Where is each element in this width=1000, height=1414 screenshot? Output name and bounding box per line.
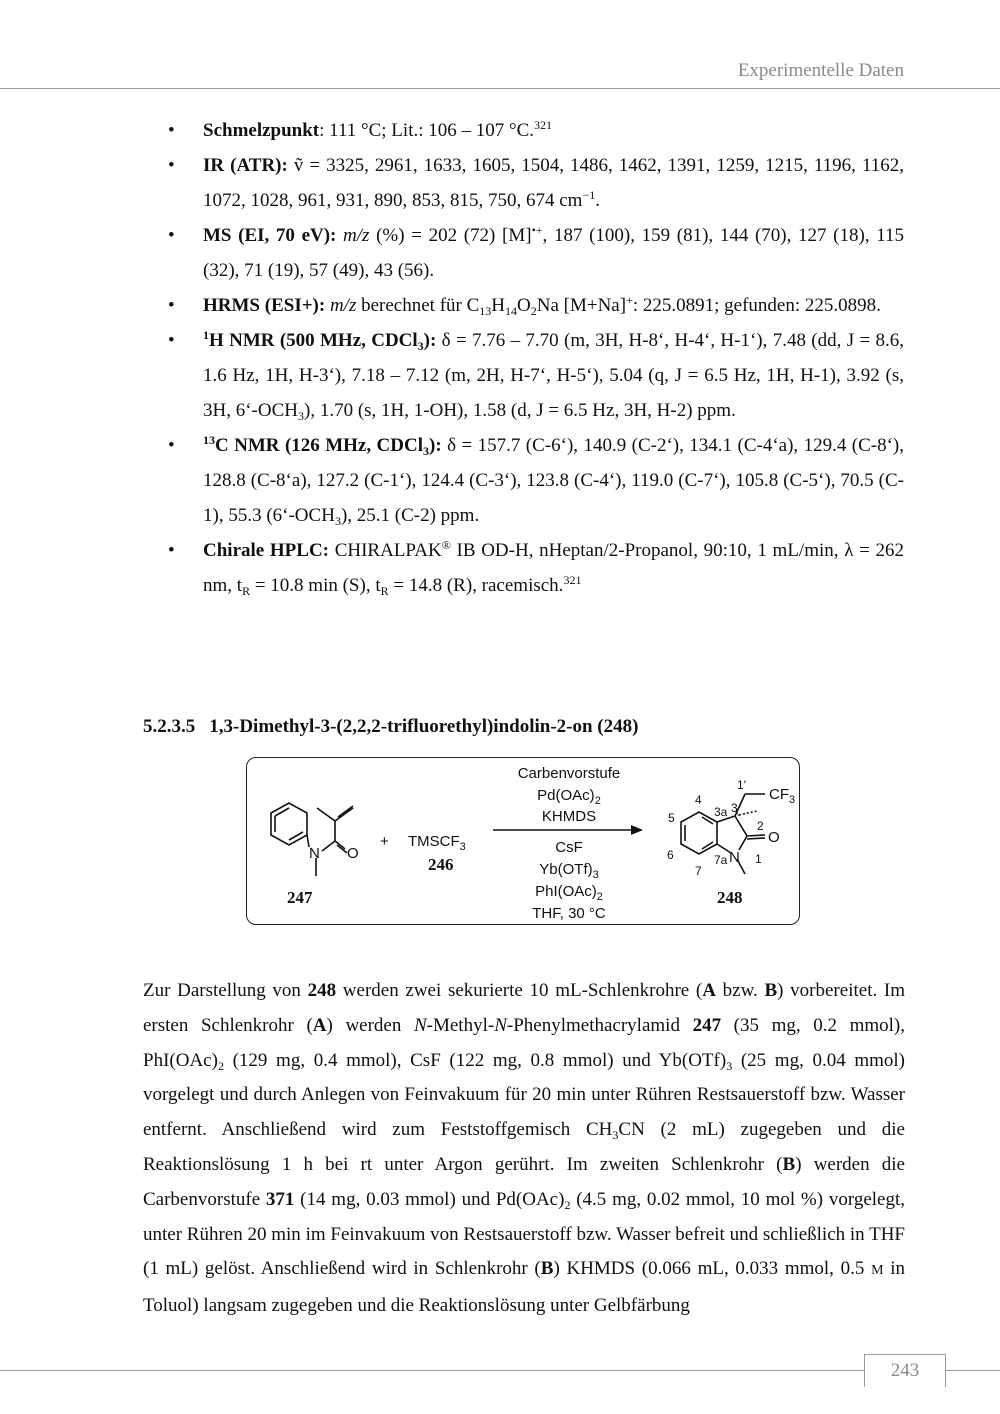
reactant-247-structure <box>271 803 353 876</box>
locant-1prime: 1' <box>737 778 746 792</box>
page-number: 243 <box>864 1354 946 1387</box>
reaction-arrow-head <box>631 825 643 835</box>
compound-number-248: 248 <box>717 888 743 907</box>
footer-rule-left <box>0 1370 864 1371</box>
list-item-13c-nmr: • $^{13}$C NMR (126 MHz, CDCl$_3$): δ = 157.7 (C-6‘), 140.9 (C-2‘), 134.1 (C-4‘a), 129.4 (C-8‘), 128.8 (C-8‘a), 127.2 (C-1‘), 124.4 (C-3‘), 123.8 (C-4‘), 119.0 (C-7‘), 105.8 (C-5‘), 70.5 (C-1), 55.3 $(6‘-OCH_3)$, 25.1 (C-2) ppm. <box>168 428 904 533</box>
section-heading <box>143 716 638 738</box>
list-item-melting-point: • Schmelzpunkt: 111 °C; Lit.: 106 – 107 °C.$^{321}$ <box>168 113 904 148</box>
atom-n-product: N <box>729 849 740 866</box>
locant-5: 5 <box>668 811 675 825</box>
plus-sign: + <box>380 833 389 850</box>
atom-o-product: O <box>768 829 780 846</box>
procedure-paragraph: Zur Darstellung von 248 werden zwei sekurierte 10 mL-Schlenkrohre (A bzw. B) vorbereitet. Im ersten Schlenkrohr (A) werden N-Methyl-N-Phenylmethacrylamid 247 (35 mg, 0.2 mmol), $PhI(OAc)_2$ (129 mg, 0.4 mmol), CsF (122 mg, 0.8 mmol) und $Yb(OTf)_3$ (25 mg, 0.04 mmol) vorgelegt und durch Anlegen von Feinvakuum für 20 min unter Rühren Restsauerstoff bzw. Wasser entfernt. Anschließend wird zum Feststoffgemisch $CH_3CN$ (2 mL) zugegeben und die Reaktionslösung 1 h bei rt unter Argon gerührt. Im zweiten Schlenkrohr (B) werden die Carbenvorstufe 371 (14 mg, 0.03 mmol) und $Pd(OAc)_2$ (4.5 mg, 0.02 mmol, 10 mol %) vorgelegt, unter Rühren 20 min im Feinvakuum von Restsauerstoff bzw. Wasser befreit und schließlich in THF (1 mL) gelöst. Anschließend wird in Schlenkrohr (B) KHMDS (0.066 mL, 0.033 mmol, 0.5 M in Toluol) langsam zugegeben und die Reaktionslösung unter Gelbfärbung <box>143 980 906 1317</box>
reaction-scheme <box>246 757 800 925</box>
reagent-tmscf3: $TMSCF_3$ <box>408 833 466 853</box>
condition-phi-oac2: $PhI(OAc)_2$ <box>535 883 603 903</box>
locant-7: 7 <box>695 864 702 878</box>
atom-n-reactant: N <box>309 845 320 862</box>
locant-2: 2 <box>757 819 764 833</box>
section-title: 1,3-Dimethyl-3-(2,2,2-trifluorethyl)indolin-2-on (248) <box>209 716 639 737</box>
header-rule <box>0 88 1000 89</box>
list-item-ir: • IR (ATR): ṽ = 3325, 2961, 1633, 1605, 1504, 1486, 1462, 1391, 1259, 1215, 1196, 1162, 1072, 1028, 961, 931, 890, 853, 815, 750, 674 $cm^{-1}$. <box>168 148 904 218</box>
locant-3a: 3a <box>714 805 728 819</box>
compound-number-246: 246 <box>428 855 454 874</box>
compound-number-247: 247 <box>287 888 313 907</box>
list-item-ms: • MS (EI, 70 eV): m/z (%) = 202 (72) [M]•+, 187 (100), 159 (81), 144 (70), 127 (18), 115 (32), 71 (19), 57 (49), 43 (56). <box>168 218 904 288</box>
locant-3: 3 <box>731 801 738 815</box>
footer-rule-right <box>945 1370 1000 1371</box>
list-item-chiral-hplc: • Chirale HPLC: CHIRALPAK® IB OD-H, nHeptan/2-Propanol, 90:10, 1 mL/min, λ = 262 nm, $t_R = 10.8$ min (S), $t_R = 14.8$ (R), racemisch.$^{321}$ <box>168 533 904 603</box>
locant-7a: 7a <box>714 853 728 867</box>
condition-carbene-precursor: Carbenvorstufe <box>517 765 621 782</box>
list-item-hrms: • HRMS (ESI+): m/z berechnet für $C_{13}H_{14}O_2Na$ [M+Na]+: 225.0891; gefunden: 225.0898. <box>168 288 904 323</box>
condition-yb-otf3: $Yb(OTf)_3$ <box>539 861 599 881</box>
condition-csf: CsF <box>555 839 583 856</box>
list-item-1h-nmr: • $^1$H NMR (500 MHz, CDCl$_3$): δ = 7.76 – 7.70 (m, 3H, H-8‘, H-4‘, H-1‘), 7.48 (dd, J = 8.6, 1.6 Hz, 1H, H-3‘), 7.18 – 7.12 (m, 2H, H-7‘, H-5‘), 5.04 (q, J = 6.5 Hz, 1H, H-1), 3.92 (s, 3H, $6‘-OCH_3$), 1.70 (s, 1H, 1-OH), 1.58 (d, J = 6.5 Hz, 3H, H-2) ppm. <box>168 323 904 428</box>
section-number: 5.2.3.5 <box>143 716 196 737</box>
locant-1: 1 <box>755 852 762 866</box>
condition-thf-temperature: THF, 30 °C <box>532 905 606 922</box>
atom-o-reactant: O <box>347 845 359 862</box>
atom-cf3: $CF_3$ <box>769 786 796 806</box>
reaction-scheme-drawing <box>247 758 799 924</box>
characterization-list <box>168 113 904 603</box>
locant-6: 6 <box>667 848 674 862</box>
locant-4: 4 <box>695 793 702 807</box>
running-header: Experimentelle Daten <box>737 60 904 81</box>
condition-pd-oac2: $Pd(OAc)_2$ <box>537 787 601 807</box>
condition-khmds: KHMDS <box>541 808 597 825</box>
